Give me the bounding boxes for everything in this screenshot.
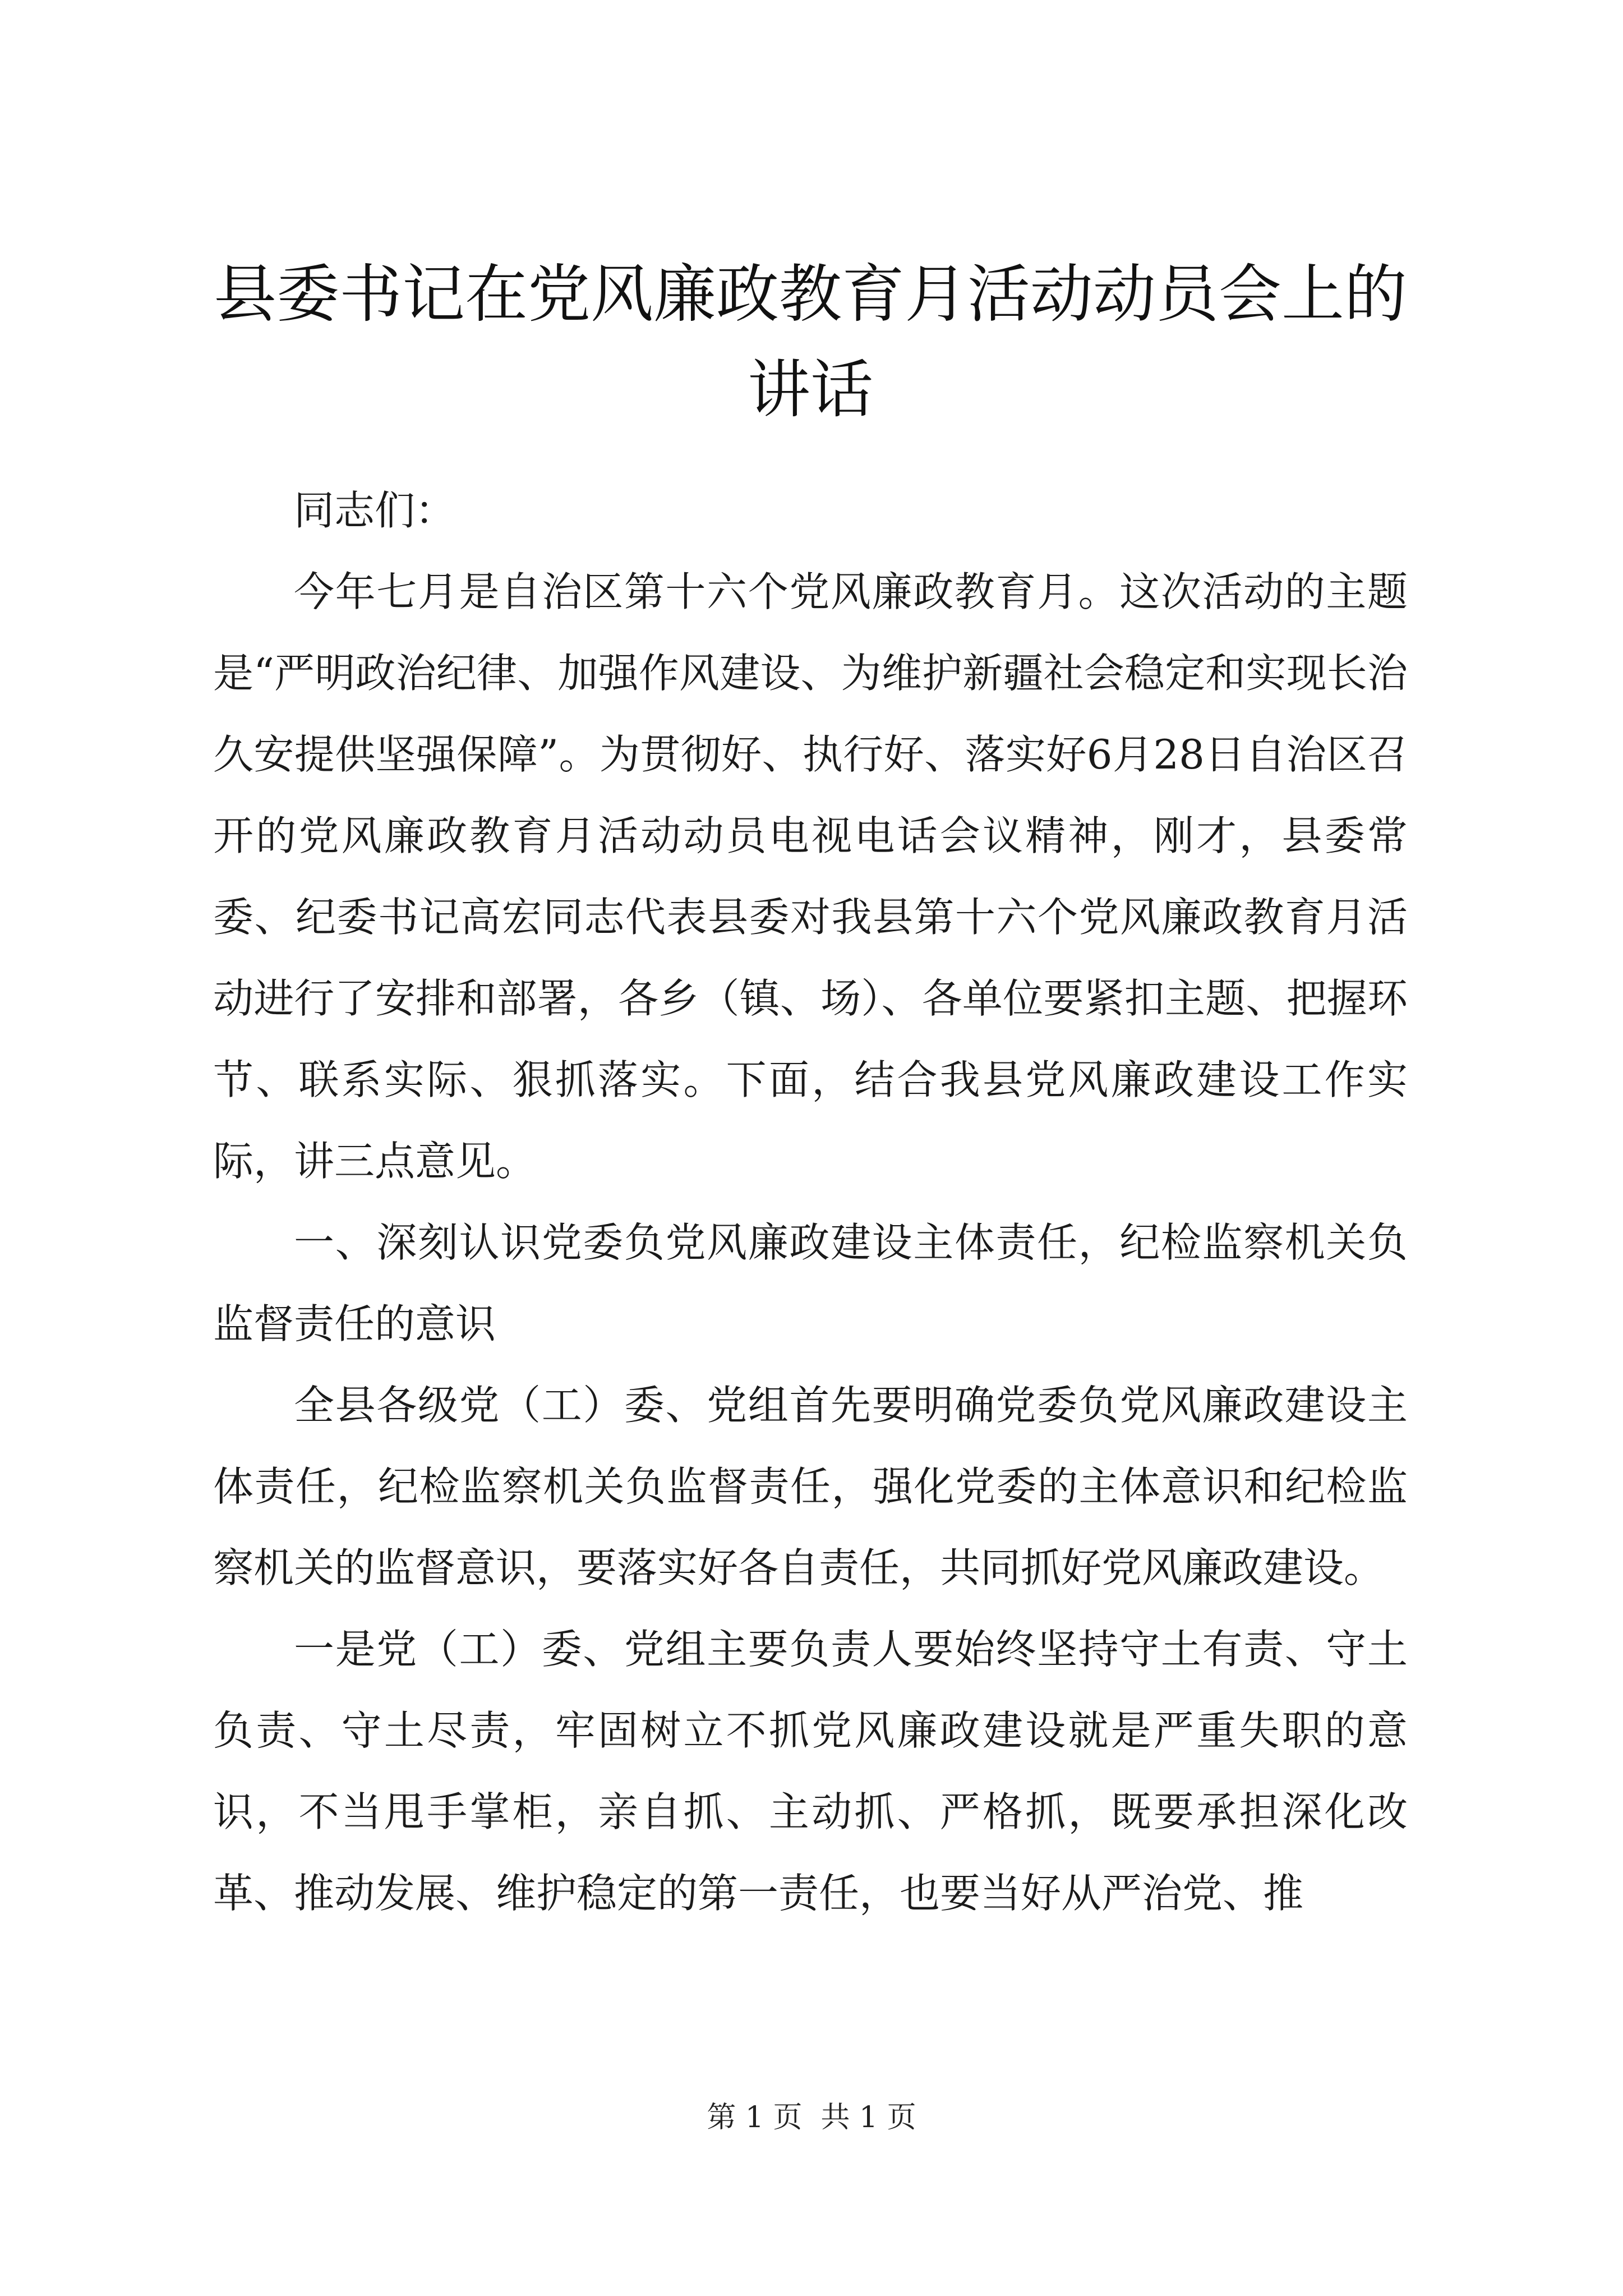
page-footer	[0, 2098, 1623, 2137]
section-heading-1: 一、深刻认识党委负党风廉政建设主体责任，纪检监察机关负监督责任的意识	[213, 1219, 1408, 1347]
document-body	[213, 470, 1408, 1934]
paragraph-point-1: 一是党（工）委、党组主要负责人要始终坚持守土有责、守土负责、守土尽责，牢固树立不抓党风廉政建设就是严重失职的意识，不当甩手掌柜，亲自抓、主动抓、严格抓，既要承担深化改革、推动发展、维护稳定的第一责任，也要当好从严治党、推	[213, 1626, 1408, 1917]
salutation: 同志们：	[294, 487, 456, 534]
paragraph-section-1: 全县各级党（工）委、党组首先要明确党委负党风廉政建设主体责任，纪检监察机关负监督责任，强化党委的主体意识和纪检监察机关的监督意识，要落实好各自责任，共同抓好党风廉政建设。	[213, 1382, 1408, 1591]
paragraph-intro: 今年七月是自治区第十六个党风廉政教育月。这次活动的主题是“严明政治纪律、加强作风建设、为维护新疆社会稳定和实现长治久安提供坚强保障”。为贯彻好、执行好、落实好6月28日自治区召开的党风廉政教育月活动动员电视电话会议精神，刚才，县委常委、纪委书记高宏同志代表县委对我县第十六个党风廉政教育月活动进行了安排和部署，各乡（镇、场）、各单位要紧扣主题、把握环节、联系实际、狠抓落实。下面，结合我县党风廉政建设工作实际，讲三点意见。	[213, 568, 1408, 1185]
page-number: 第 1 页 共 1 页	[707, 2101, 916, 2134]
document-title: 县委书记在党风廉政教育月活动动员会上的讲话	[214, 258, 1407, 426]
